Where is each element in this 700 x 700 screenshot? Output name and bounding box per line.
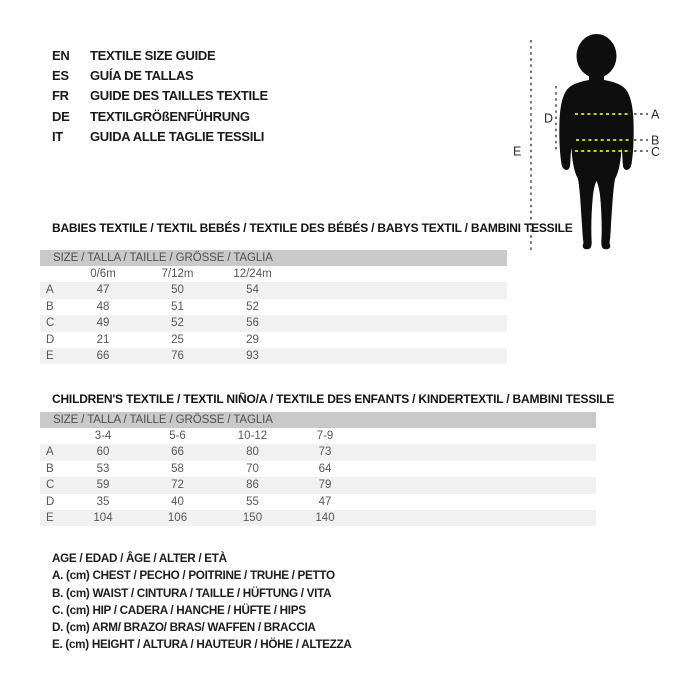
table-cell: 47	[96, 284, 110, 297]
table-cell: 60	[96, 446, 110, 459]
row-label-cell: A	[46, 284, 54, 297]
age-column-header: 0/6m	[90, 268, 116, 280]
age-column-header: 10-12	[237, 430, 268, 442]
table-row	[40, 299, 507, 315]
legend-waist-line: B. (cm) WAIST / CINTURA / TAILLE / HÜFTUNG / VITA	[52, 586, 332, 600]
table-cell: 29	[246, 333, 259, 346]
table-cell: 104	[93, 511, 113, 524]
figure-label-c: C	[651, 145, 661, 159]
legend-height-line: E. (cm) HEIGHT / ALTURA / HAUTEUR / HÖHE / ALTEZZA	[52, 638, 352, 652]
babies-section-title: BABIES TEXTILE / TEXTIL BEBÉS / TEXTILE DES BÉBÉS / BABYS TEXTIL / BAMBINI TESSILE	[52, 221, 573, 235]
table-cell: 52	[246, 300, 259, 313]
row-label-cell: D	[46, 333, 55, 346]
language-row	[52, 106, 268, 126]
table-cell: 76	[171, 349, 184, 362]
language-code: EN	[52, 47, 70, 63]
figure-label-e: E	[513, 144, 522, 159]
table-cell: 140	[315, 511, 335, 524]
age-column-header: 3-4	[94, 430, 112, 442]
table-cell: 64	[318, 462, 332, 475]
table-cell: 70	[246, 462, 259, 475]
language-title: GUÍA DE TALLAS	[90, 67, 194, 83]
table-cell: 47	[318, 495, 332, 508]
row-label-cell: D	[46, 495, 55, 508]
table-row	[40, 348, 507, 364]
table-cell: 25	[171, 333, 184, 346]
table-cell: 40	[171, 495, 184, 508]
table-row	[40, 315, 507, 331]
child-silhouette	[559, 34, 633, 249]
row-label-cell: C	[46, 317, 55, 330]
age-column-header: 7/12m	[161, 268, 194, 280]
table-row	[40, 332, 507, 348]
language-code: ES	[52, 67, 69, 83]
table-cell: 66	[96, 349, 110, 362]
figure-label-d: D	[544, 111, 554, 126]
age-column-header: 7-9	[316, 430, 334, 442]
table-cell: 52	[171, 317, 184, 330]
table-cell: 35	[96, 495, 110, 508]
language-title: GUIDE DES TAILLES TEXTILE	[90, 88, 268, 104]
language-row	[52, 65, 268, 85]
legend-arm-line: D. (cm) ARM/ BRAZO/ BRAS/ WAFFEN / BRACCIA	[52, 621, 316, 635]
table-cell: 55	[246, 495, 259, 508]
row-label-cell: E	[46, 349, 54, 362]
table-cell: 59	[96, 479, 110, 492]
table-cell: 48	[96, 300, 110, 313]
language-title: GUIDA ALLE TAGLIE TESSILI	[90, 128, 265, 144]
table-cell: 80	[246, 446, 259, 459]
children-age-columns-row	[40, 428, 596, 444]
language-code: FR	[52, 88, 69, 104]
legend-hip-line: C. (cm) HIP / CADERA / HANCHE / HÜFTE / HIPS	[52, 603, 306, 617]
table-cell: 49	[96, 317, 110, 330]
age-column-header: 5-6	[169, 430, 186, 442]
measurement-legend	[52, 550, 351, 654]
babies-size-table	[40, 250, 507, 364]
language-title: TEXTILE SIZE GUIDE	[90, 47, 216, 63]
row-label-cell: B	[46, 300, 54, 313]
table-row	[40, 461, 596, 477]
table-cell: 93	[246, 349, 259, 362]
row-label-cell: E	[46, 511, 54, 524]
table-row	[40, 282, 507, 298]
age-column-header: 12/24m	[233, 268, 272, 280]
table-cell: 73	[318, 446, 332, 459]
language-title-list	[52, 45, 268, 146]
language-title: TEXTILGRÖßENFÜHRUNG	[90, 108, 250, 124]
table-cell: 51	[171, 300, 184, 313]
table-cell: 86	[246, 479, 259, 492]
table-row	[40, 510, 596, 526]
children-size-header-bar: SIZE / TALLA / TAILLE / GRÖSSE / TAGLIA	[40, 412, 596, 428]
table-cell: 53	[96, 462, 110, 475]
figure-label-b: B	[651, 133, 660, 148]
children-section-title: CHILDREN'S TEXTILE / TEXTIL NIÑO/A / TEXTILE DES ENFANTS / KINDERTEXTIL / BAMBINI TESSILE	[52, 392, 615, 406]
babies-size-header-bar: SIZE / TALLA / TAILLE / GRÖSSE / TAGLIA	[40, 250, 507, 266]
babies-age-columns-row	[40, 266, 507, 282]
row-label-cell: A	[46, 446, 54, 459]
table-cell: 150	[242, 511, 263, 524]
language-row	[52, 126, 268, 146]
table-cell: 54	[246, 284, 259, 297]
table-row	[40, 444, 596, 460]
table-row	[40, 477, 596, 493]
children-size-table	[40, 412, 596, 526]
table-cell: 72	[171, 479, 184, 492]
table-cell: 56	[246, 317, 259, 330]
table-cell: 106	[167, 511, 188, 524]
table-cell: 50	[171, 284, 184, 297]
table-cell: 21	[96, 333, 110, 346]
row-label-cell: B	[46, 462, 54, 475]
table-row	[40, 494, 596, 510]
row-label-cell	[40, 266, 66, 282]
table-cell: 66	[171, 446, 184, 459]
language-row	[52, 45, 268, 65]
language-code: DE	[52, 108, 70, 124]
language-code: IT	[52, 128, 63, 144]
row-label-cell: C	[46, 479, 55, 492]
table-cell: 58	[171, 462, 184, 475]
figure-label-a: A	[651, 107, 660, 122]
language-row	[52, 86, 268, 106]
legend-chest-line: A. (cm) CHEST / PECHO / POITRINE / TRUHE / PETTO	[52, 569, 335, 583]
table-cell: 79	[318, 479, 332, 492]
legend-age-line: AGE / EDAD / ÂGE / ALTER / ETÀ	[52, 552, 227, 565]
row-label-cell	[40, 428, 66, 444]
